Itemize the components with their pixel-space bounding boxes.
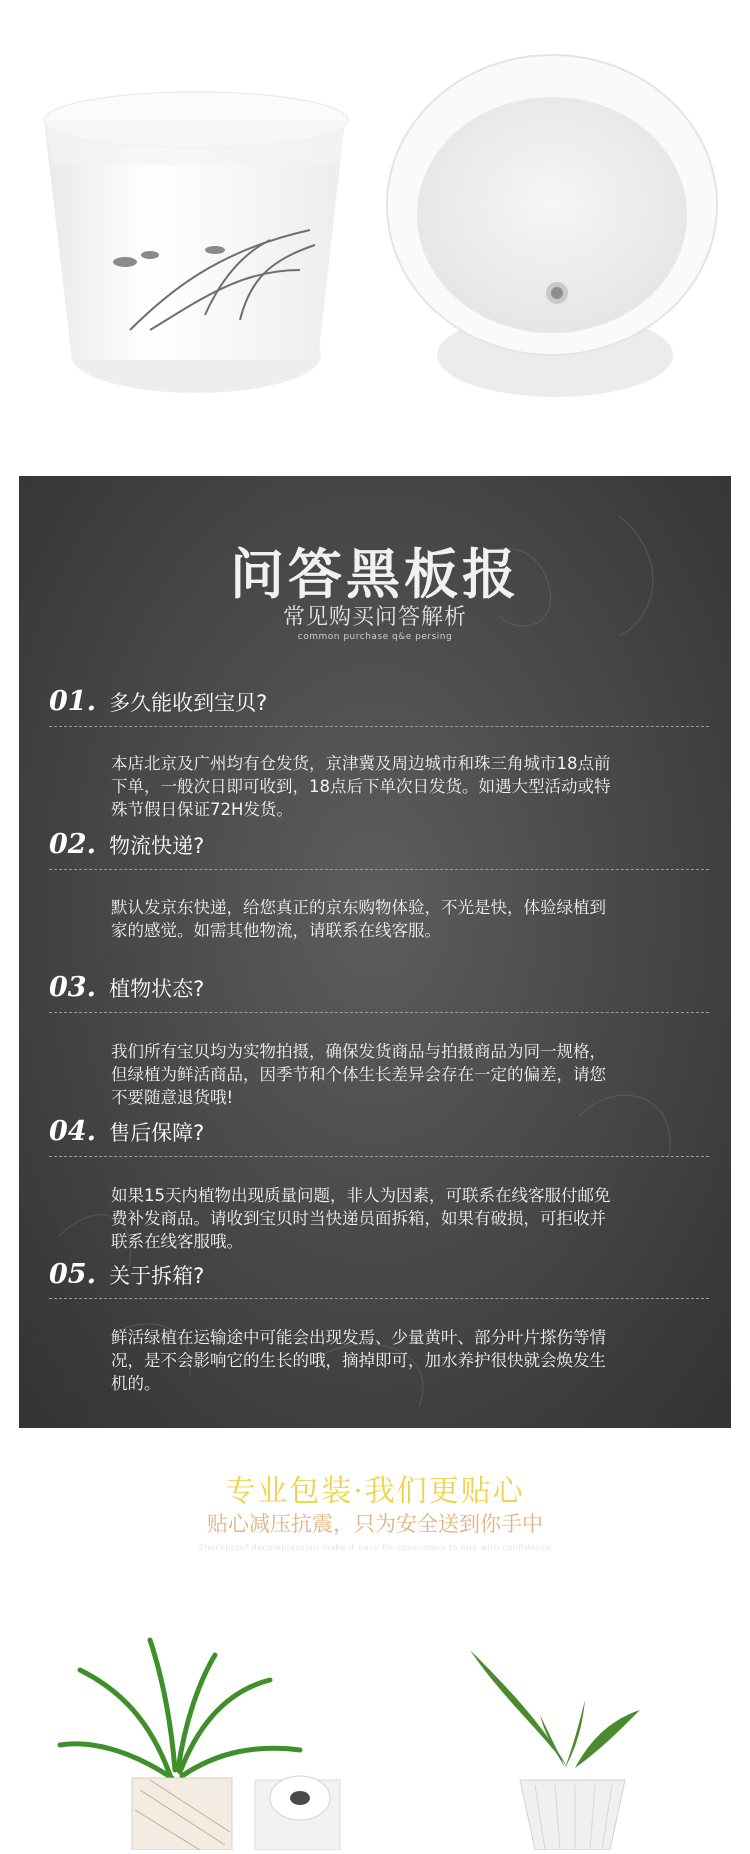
answer-line: 机的。 — [111, 1374, 161, 1393]
divider — [49, 726, 709, 727]
board-subtitle: 常见购买问答解析 — [282, 605, 467, 630]
faq-blackboard — [19, 476, 731, 1428]
faq-number: 03. — [49, 972, 96, 1003]
answer-line: 下单，一般次日即可收到，18点后下单次日发货。如遇大型活动或特 — [111, 777, 611, 796]
packaging-title: 专业包装·我们更贴心 — [225, 1474, 525, 1509]
faq-number: 02. — [49, 829, 96, 860]
answer-line: 费补发商品。请收到宝贝时当快递员面拆箱，如果有破损，可拒收并 — [111, 1209, 606, 1228]
answer-line: 本店北京及广州均有仓发货，京津冀及周边城市和珠三角城市18点前 — [111, 754, 611, 773]
answer-line: 联系在线客服哦。 — [111, 1232, 243, 1251]
product-photos — [0, 0, 750, 475]
faq-number: 04. — [49, 1116, 96, 1147]
board-title: 问答黑板报 — [230, 542, 520, 606]
answer-line: 殊节假日保证72H发货。 — [111, 800, 293, 819]
faq-number: 05. — [49, 1259, 96, 1290]
faq-item — [49, 686, 709, 717]
faq-answer — [111, 1184, 711, 1253]
faq-question: 多久能收到宝贝? — [109, 691, 268, 715]
pot-top-view-image — [387, 55, 717, 397]
answer-line: 但绿植为鲜活商品，因季节和个体生长差异会存在一定的偏差，请您 — [111, 1065, 606, 1084]
answer-line: 家的感觉。如需其他物流，请联系在线客服。 — [111, 921, 441, 940]
bubble-wrap-roll-image — [255, 1776, 340, 1850]
faq-item — [49, 1116, 709, 1147]
faq-answer — [111, 1326, 711, 1395]
divider — [49, 1012, 709, 1013]
faq-question: 售后保障? — [109, 1121, 205, 1145]
faq-answer — [111, 896, 711, 942]
packaging-subtitle: 贴心减压抗震，只为安全送到你手中 — [207, 1512, 543, 1536]
answer-line: 不要随意退货哦! — [111, 1088, 234, 1107]
packaging-photo-area — [0, 1600, 750, 1850]
faq-answer — [111, 752, 711, 821]
answer-line: 默认发京东快递，给您真正的京东购物体验，不光是快，体验绿植到 — [111, 898, 606, 917]
board-subtitle-en: common purchase q&e persing — [297, 632, 453, 642]
divider — [49, 1156, 709, 1157]
pot-side-view-image — [44, 92, 348, 393]
faq-question: 关于拆箱? — [109, 1264, 205, 1288]
answer-line: 鲜活绿植在运输途中可能会出现发焉、少量黄叶、部分叶片搽伤等情 — [111, 1328, 606, 1347]
faq-answer — [111, 1040, 711, 1109]
product-photo-area — [0, 0, 750, 475]
faq-question: 物流快递? — [109, 834, 205, 858]
faq-item — [49, 972, 709, 1003]
answer-line: 如果15天内植物出现质量问题，非人为因素，可联系在线客服付邮免 — [111, 1186, 611, 1205]
packaging-photos — [0, 1600, 750, 1850]
divider — [49, 869, 709, 870]
faq-number: 01. — [49, 686, 96, 717]
orchid-sleeve-image — [470, 1650, 640, 1850]
answer-line: 况，是不会影响它的生长的哦，摘掉即可，加水养护很快就会焕发生 — [111, 1351, 606, 1370]
faq-item — [49, 1259, 709, 1290]
faq-question: 植物状态? — [109, 977, 205, 1001]
divider — [49, 1298, 709, 1299]
faq-item — [49, 829, 709, 860]
packaging-subtitle-en: Shockproof decompression make it easy for consumers to buy with confidence — [198, 1543, 552, 1552]
answer-line: 我们所有宝贝均为实物拍摄，确保发货商品与拍摄商品为同一规格， — [111, 1042, 606, 1061]
